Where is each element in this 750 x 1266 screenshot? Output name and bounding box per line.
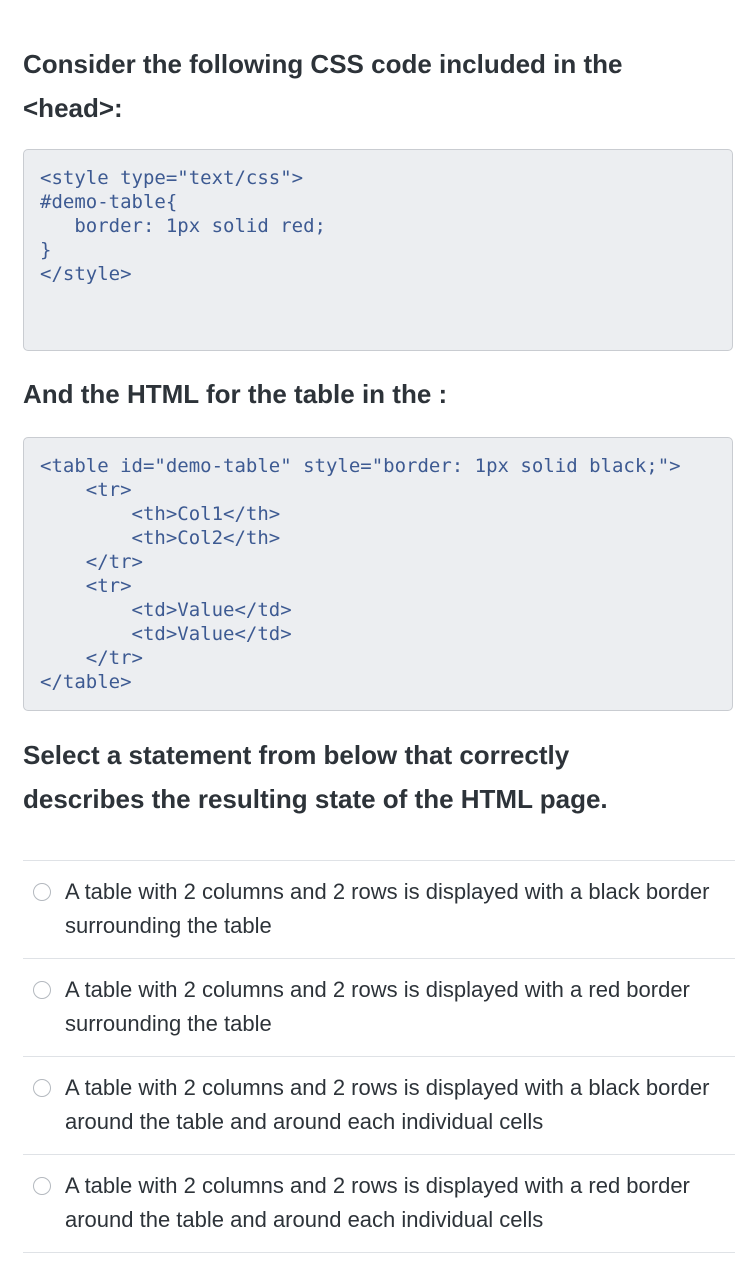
answer-option-1[interactable] bbox=[23, 861, 735, 959]
answer-option-label: A table with 2 columns and 2 rows is displayed with a red border around the table and around each individual cells bbox=[65, 1173, 690, 1232]
answer-option-label: A table with 2 columns and 2 rows is displayed with a red border surrounding the table bbox=[65, 977, 690, 1036]
answer-option-label: A table with 2 columns and 2 rows is displayed with a black border around the table and around each individual cells bbox=[65, 1075, 710, 1134]
radio-button[interactable] bbox=[33, 1079, 51, 1097]
answer-options bbox=[23, 860, 735, 1253]
answer-option-label: A table with 2 columns and 2 rows is displayed with a black border surrounding the table bbox=[65, 879, 710, 938]
answer-option-2[interactable] bbox=[23, 959, 735, 1057]
css-code-block: <style type="text/css"> #demo-table{ border: 1px solid red; } </style> bbox=[23, 149, 733, 351]
radio-button[interactable] bbox=[33, 883, 51, 901]
html-intro: And the HTML for the table in the : bbox=[23, 379, 448, 409]
answer-option-3[interactable] bbox=[23, 1057, 735, 1155]
question-intro: Consider the following CSS code included in the <head>: bbox=[23, 49, 623, 123]
radio-button[interactable] bbox=[33, 1177, 51, 1195]
radio-button[interactable] bbox=[33, 981, 51, 999]
answer-option-4[interactable] bbox=[23, 1155, 735, 1253]
html-code-block: <table id="demo-table" style="border: 1px solid black;"> <tr> <th>Col1</th> <th>Col2</th> </tr> <tr> <td>Value</td> <td>Value</td> </tr> </table> bbox=[23, 437, 733, 711]
question-prompt: Select a statement from below that correctly describes the resulting state of the HTML page. bbox=[23, 740, 608, 814]
